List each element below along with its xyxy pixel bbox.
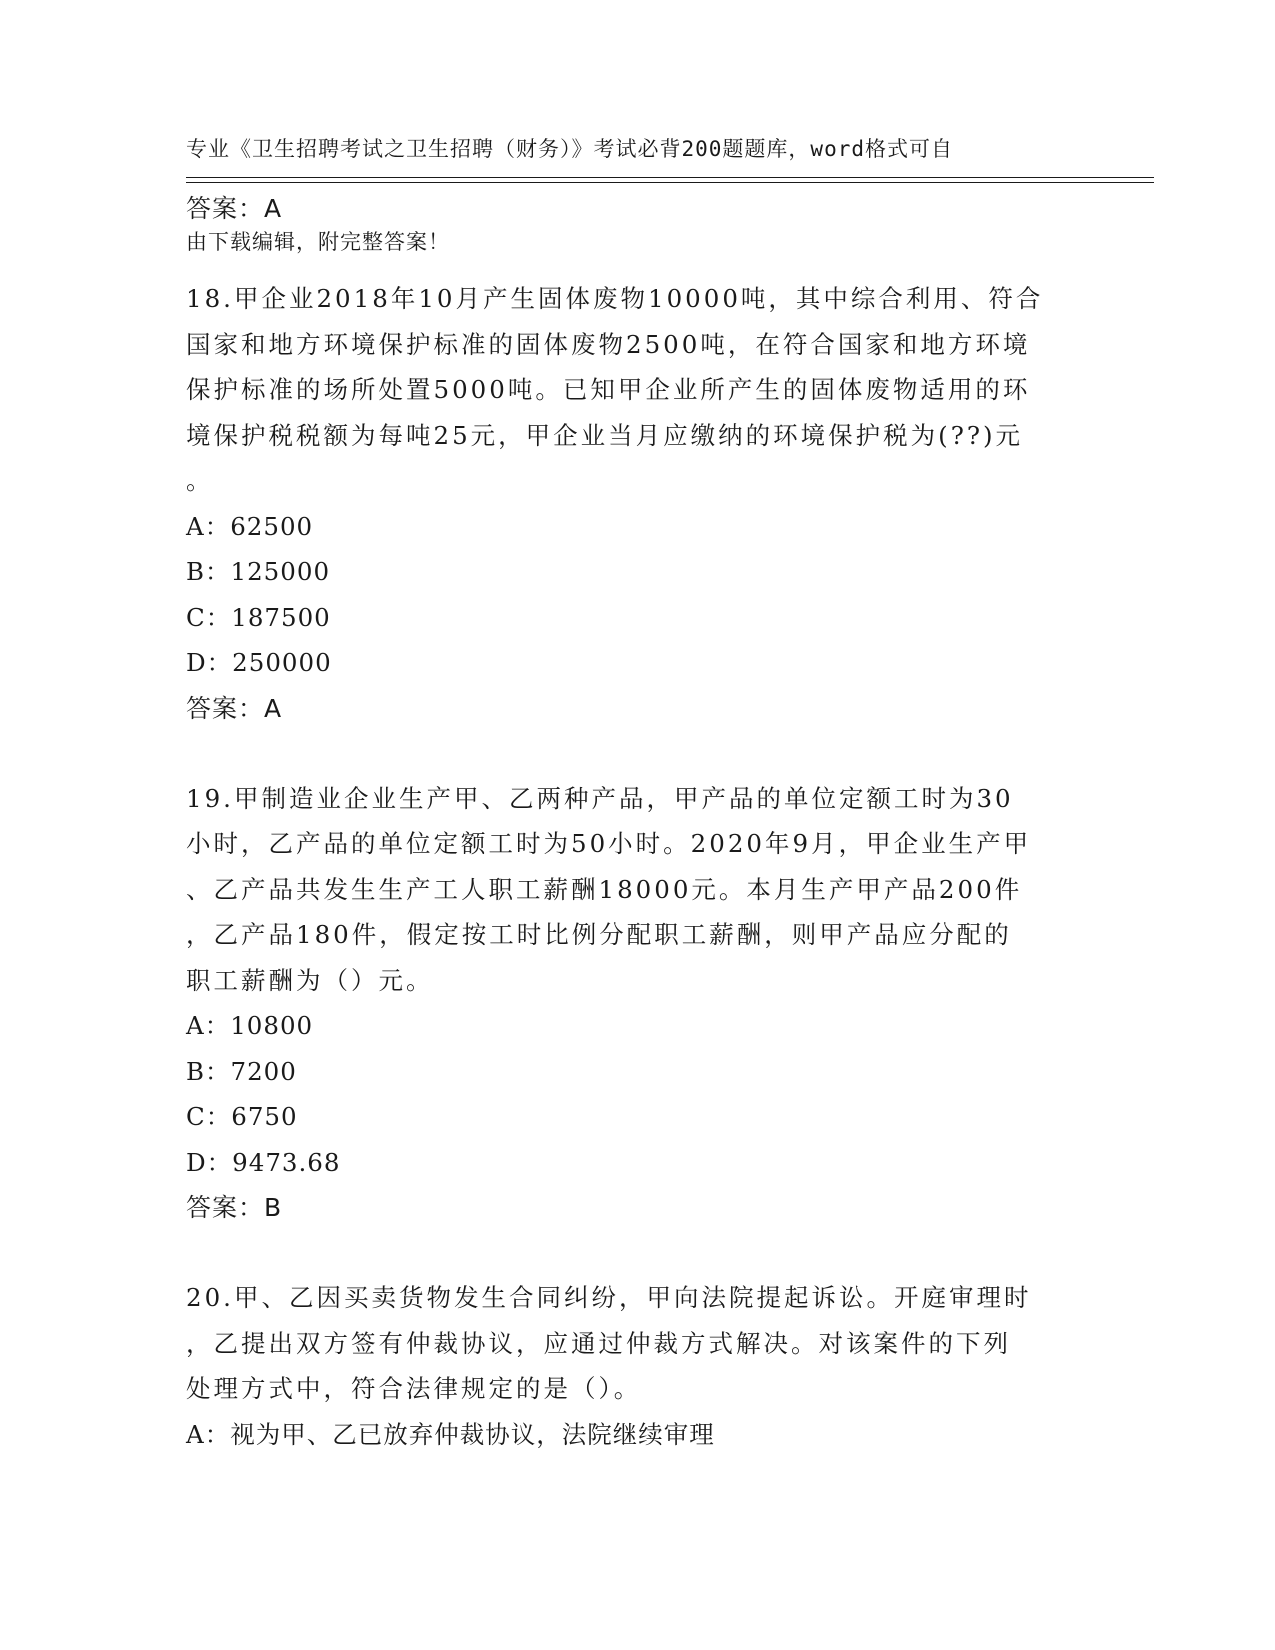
header-line-2: 由下载编辑，附完整答案！: [186, 230, 450, 254]
option-c: C：187500: [186, 602, 331, 632]
question-20: [186, 1275, 1086, 1457]
question-line: 20.甲、乙因买卖货物发生合同纠纷，甲向法院提起诉讼。开庭审理时: [186, 1283, 1032, 1312]
question-line: 18.甲企业2018年10月产生固体废物10000吨，其中综合利用、符合: [186, 284, 1044, 313]
question-line: ，乙提出双方签有仲裁协议，应通过仲裁方式解决。对该案件的下列: [186, 1328, 1011, 1358]
question-line: 小时，乙产品的单位定额工时为50小时。2020年9月，甲企业生产甲: [186, 829, 1032, 858]
question-line: 境保护税税额为每吨25元，甲企业当月应缴纳的环境保护税为(??)元: [186, 420, 1024, 450]
question-line: 。: [186, 466, 214, 495]
header-rule-top: [186, 177, 1154, 178]
option-a: A：视为甲、乙已放弃仲裁协议，法院继续审理: [186, 1419, 715, 1449]
option-d: D：9473.68: [186, 1147, 341, 1177]
header-line-1: 专业《卫生招聘考试之卫生招聘（财务）》考试必背200题题库，word格式可自: [186, 137, 953, 161]
answer-line: 答案：A: [186, 693, 283, 723]
question-text: [186, 276, 1086, 504]
question-line: 职工薪酬为（）元。: [186, 965, 434, 995]
option-b: B：7200: [186, 1056, 297, 1086]
question-19: [186, 776, 1086, 1232]
option-a: A：62500: [186, 511, 314, 541]
question-line: ，乙产品180件，假定按工时比例分配职工薪酬，则甲产品应分配的: [186, 920, 1012, 949]
question-text: [186, 776, 1086, 1004]
question-text: [186, 1275, 1086, 1412]
answer-line: 答案：B: [186, 1193, 283, 1222]
document-body: [186, 186, 1086, 1457]
answer-line: 答案：A: [186, 194, 283, 223]
question-18: [186, 276, 1086, 732]
header-rule-bottom: [186, 182, 1154, 183]
question-line: 处理方式中，符合法律规定的是（）。: [186, 1374, 642, 1403]
option-d: D：250000: [186, 648, 332, 677]
question-line: 、乙产品共发生生产工人职工薪酬18000元。本月生产甲产品200件: [186, 874, 1023, 904]
question-line: 保护标准的场所处置5000吨。已知甲企业所产生的固体废物适用的环: [186, 375, 1031, 404]
option-b: B：125000: [186, 557, 331, 586]
question-line: 国家和地方环境保护标准的固体废物2500吨，在符合国家和地方环境: [186, 329, 1031, 359]
question-line: 19.甲制造业企业生产甲、乙两种产品，甲产品的单位定额工时为30: [186, 783, 1014, 813]
option-c: C：6750: [186, 1102, 298, 1131]
option-a: A：10800: [186, 1011, 314, 1040]
